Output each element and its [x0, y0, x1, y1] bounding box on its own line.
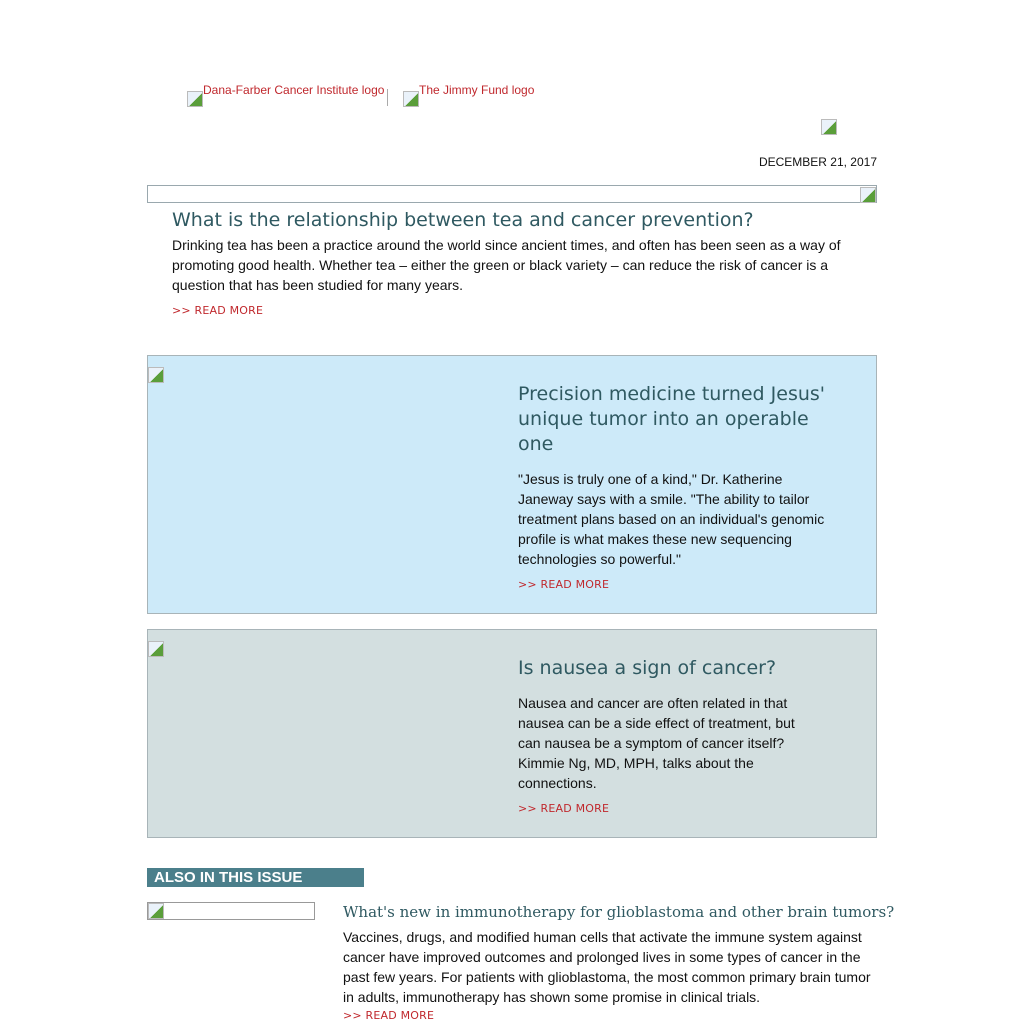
read-more-link[interactable]: >> READ MORE: [518, 802, 610, 815]
broken-image-icon: [403, 91, 419, 107]
article-nausea: [147, 629, 877, 838]
read-more-link[interactable]: >> READ MORE: [172, 304, 264, 317]
broken-image-icon: [148, 903, 164, 919]
article-tea: [172, 208, 852, 317]
article-body: Drinking tea has been a practice around the world since ancient times, and often has been seen as a way of promoting good health. Whether tea – either the green or black variety – can reduce the risk of cancer is a question that has been studied for many years.: [172, 237, 841, 293]
logo-divider: [387, 89, 388, 106]
read-more-link[interactable]: >> READ MORE: [343, 1009, 435, 1022]
broken-image-icon: [821, 119, 837, 135]
issue-date: DECEMBER 21, 2017: [758, 155, 877, 169]
article-precision-medicine: [147, 355, 877, 614]
read-more-link[interactable]: >> READ MORE: [518, 578, 610, 591]
article-body: "Jesus is truly one of a kind," Dr. Katherine Janeway says with a smile. "The ability to tailor treatment plans based on an individual's genomic profile is what makes these new sequencing technologies so powerful.": [518, 471, 825, 567]
also-item: [343, 901, 895, 1022]
also-in-this-issue-heading: ALSO IN THIS ISSUE: [147, 868, 364, 887]
broken-image-icon: [148, 367, 164, 383]
also-item-image: [147, 902, 315, 920]
dfci-logo-alt: Dana-Farber Cancer Institute logo: [203, 83, 385, 97]
article-title[interactable]: Is nausea a sign of cancer?: [518, 657, 777, 679]
hero-image: [147, 185, 877, 203]
broken-image-icon: [148, 641, 164, 657]
jimmy-logo-alt: The Jimmy Fund logo: [419, 83, 535, 97]
article-body: Vaccines, drugs, and modified human cells that activate the immune system against cancer have improved outcomes and prolonged lives in some types of cancer in the past few years. For patients with glioblastoma, the most common primary brain tumor in adults, immunotherapy has shown some promise in clinical trials.: [343, 929, 871, 1005]
article-title[interactable]: Precision medicine turned Jesus' unique tumor into an operable one: [518, 383, 826, 455]
broken-image-icon: [860, 187, 876, 203]
article-body: Nausea and cancer are often related in that nausea can be a side effect of treatment, but can nausea be a symptom of cancer itself? Kimmie Ng, MD, MPH, talks about the connections.: [518, 695, 795, 791]
article-title[interactable]: What's new in immunotherapy for glioblastoma and other brain tumors?: [343, 903, 895, 921]
article-title[interactable]: What is the relationship between tea and cancer prevention?: [172, 209, 754, 231]
broken-image-icon: [187, 91, 203, 107]
